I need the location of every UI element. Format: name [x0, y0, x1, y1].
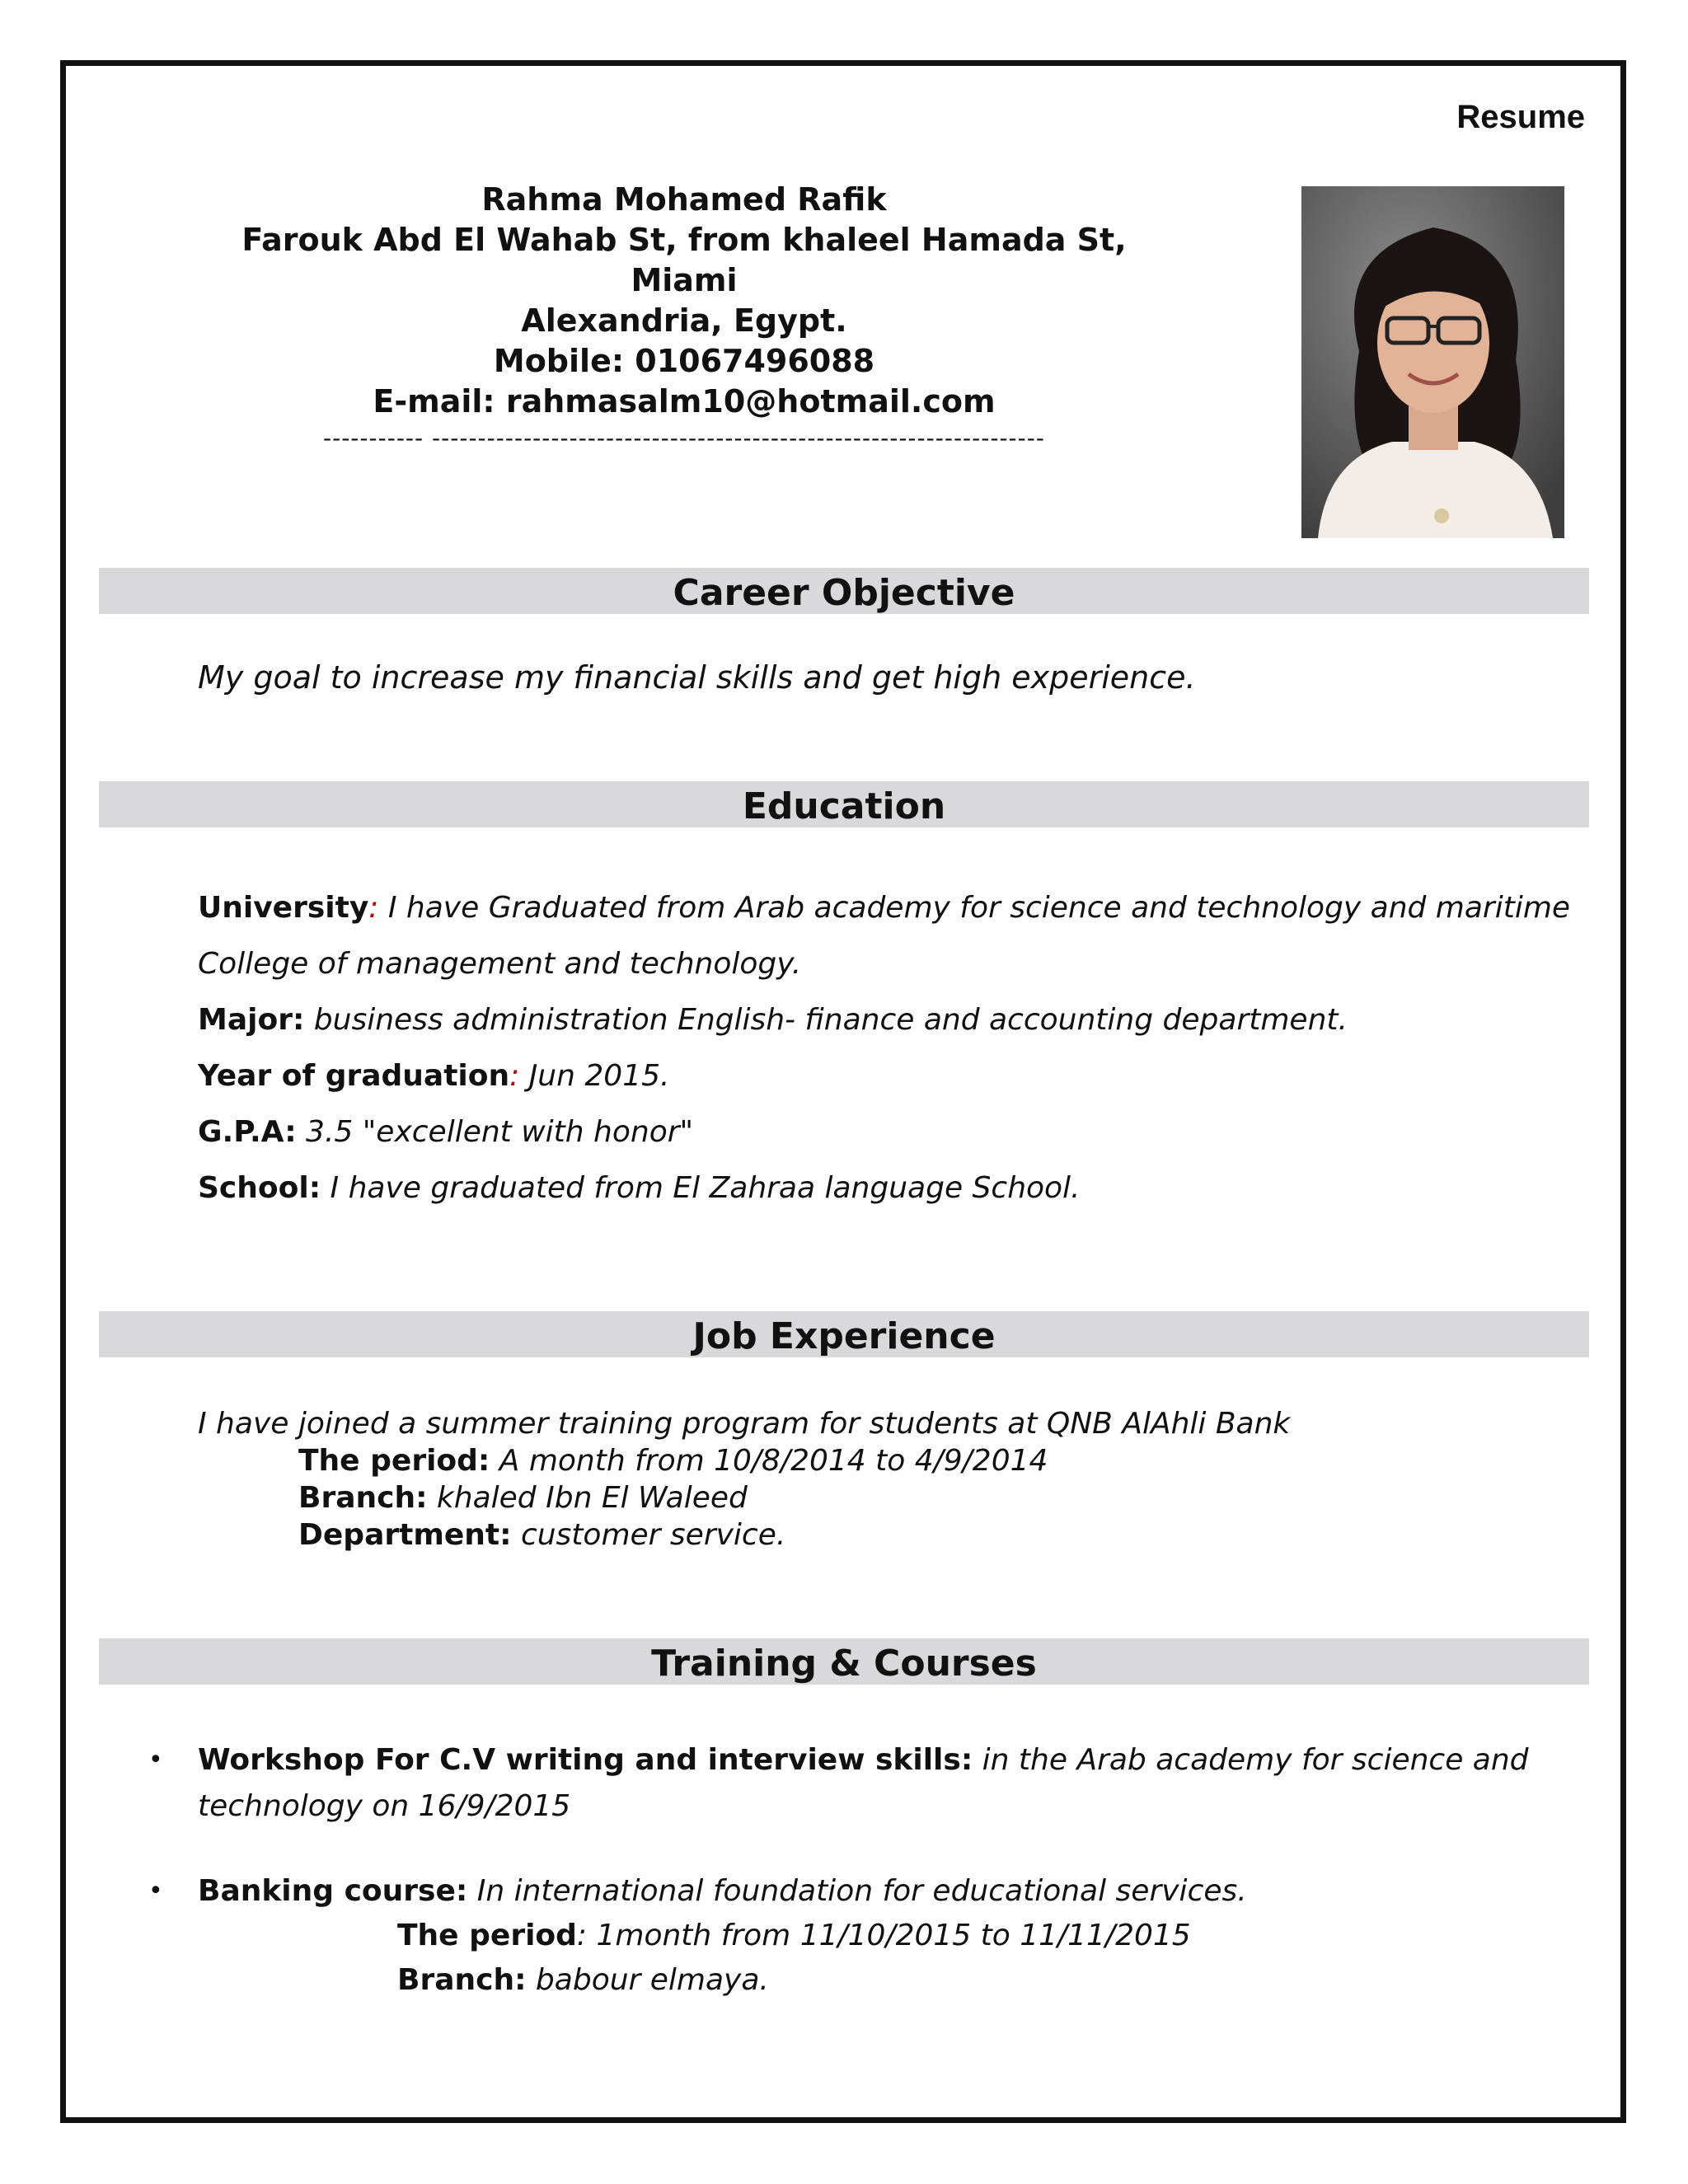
graduation-year-entry [198, 1048, 1582, 1104]
profile-photo [1301, 186, 1564, 538]
section-header-education: Education [99, 781, 1589, 827]
contact-header [190, 180, 1179, 455]
section-header-training-courses: Training & Courses [99, 1638, 1589, 1685]
banking-course-label: Banking course: [198, 1874, 468, 1908]
training-item-workshop [148, 1737, 1558, 1830]
address-line-2: Alexandria, Egypt. [521, 302, 847, 339]
job-department-text: customer service. [511, 1518, 786, 1552]
job-branch-label: Branch: [298, 1481, 428, 1515]
job-experience-details [198, 1405, 1290, 1554]
job-department [198, 1516, 1290, 1554]
banking-period-label: The period [397, 1919, 577, 1952]
job-branch [198, 1479, 1290, 1516]
education-details [198, 880, 1582, 1216]
training-item-banking [148, 1869, 1558, 2003]
banking-branch [198, 1958, 1558, 2003]
graduation-year-label: Year of graduation [198, 1059, 510, 1093]
university-colon: : [368, 891, 379, 925]
banking-course-line [198, 1869, 1558, 1914]
banking-branch-text: babour elmaya. [526, 1963, 769, 1997]
job-department-label: Department: [298, 1518, 512, 1552]
address-line-1: Farouk Abd El Wahab St, from khaleel Hamada St, Miami [241, 222, 1127, 298]
workshop-text: in the Arab academy for science and technology on 16/9/2015 [198, 1743, 1529, 1823]
banking-period-text: : 1month from 11/10/2015 to 11/11/2015 [576, 1919, 1191, 1952]
school-entry [198, 1160, 1582, 1216]
job-period-label: The period: [298, 1444, 490, 1478]
banking-period [198, 1914, 1558, 1958]
university-text: I have Graduated from Arab academy for science and technology and maritime College of management and technology. [198, 891, 1571, 981]
bullet-icon: • [148, 1746, 163, 1774]
applicant-name: Rahma Mohamed Rafik [481, 181, 887, 218]
gpa-text: 3.5 "excellent with honor" [296, 1115, 694, 1149]
banking-branch-label: Branch: [397, 1963, 527, 1997]
email-address: E-mail: rahmasalm10@hotmail.com [373, 383, 996, 419]
job-period [198, 1442, 1290, 1479]
mobile-number: Mobile: 01067496088 [493, 343, 875, 379]
university-label: University [198, 891, 369, 925]
workshop-label: Workshop For C.V writing and interview skills: [198, 1743, 973, 1777]
bullet-icon: • [148, 1877, 163, 1905]
job-branch-text: khaled Ibn El Waleed [427, 1481, 748, 1515]
major-entry [198, 992, 1582, 1048]
job-intro: I have joined a summer training program for students at QNB AlAhli Bank [198, 1407, 1291, 1441]
school-text: I have graduated from El Zahraa language School. [321, 1171, 1081, 1205]
school-label: School: [198, 1171, 321, 1205]
portrait-image [1301, 186, 1564, 538]
job-period-text: A month from 10/8/2014 to 4/9/2014 [490, 1444, 1048, 1478]
section-header-job-experience: Job Experience [99, 1311, 1589, 1357]
major-label: Major: [198, 1003, 305, 1037]
graduation-year-text: Jun 2015. [519, 1059, 670, 1093]
section-header-career-objective: Career Objective [99, 568, 1589, 614]
dashed-separator: ----------- ------------------------------------------------------------------- [323, 424, 1045, 452]
university-entry [198, 880, 1582, 992]
graduation-year-colon: : [509, 1059, 520, 1093]
document-label: Resume [1456, 99, 1585, 135]
gpa-entry [198, 1104, 1582, 1160]
gpa-label: G.P.A: [198, 1115, 297, 1149]
career-objective-text: My goal to increase my financial skills and get high experience. [198, 659, 1196, 696]
major-text: business administration English- finance and accounting department. [304, 1003, 1348, 1037]
banking-course-text: In international foundation for educational services. [467, 1874, 1247, 1908]
